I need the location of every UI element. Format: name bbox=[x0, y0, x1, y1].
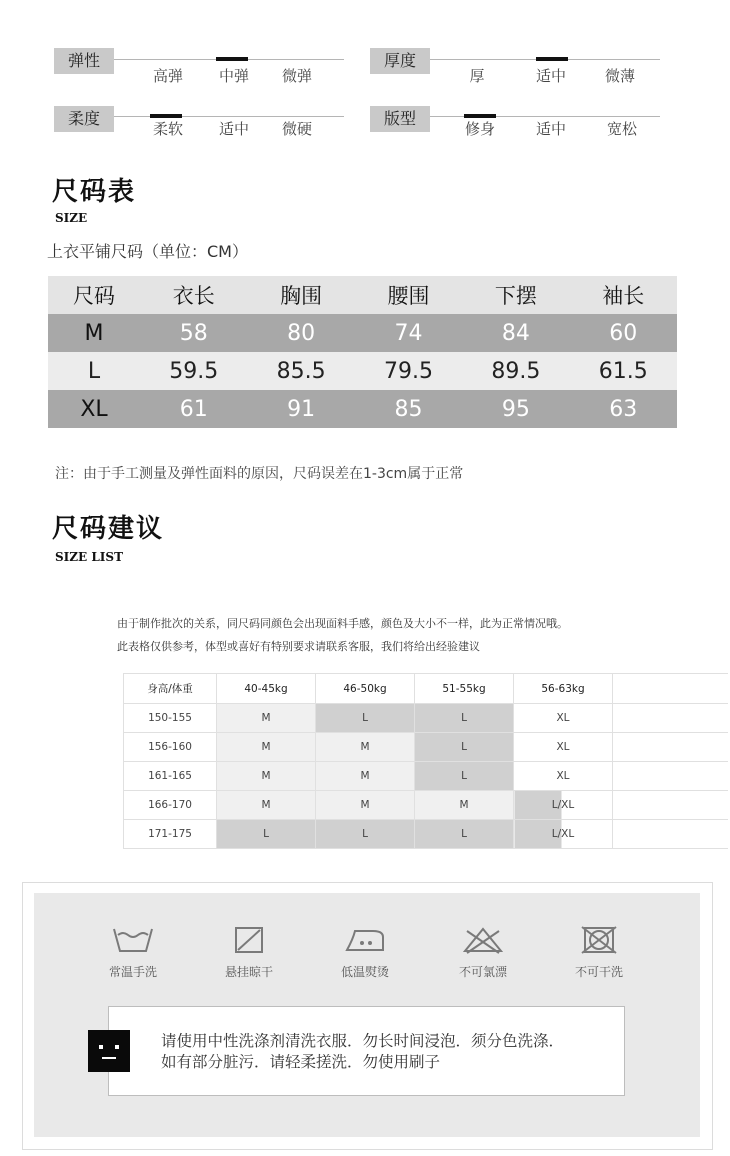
attr-option: 宽松 bbox=[606, 120, 637, 138]
care-label: 不可氯漂 bbox=[458, 965, 507, 979]
table-cell: M bbox=[316, 733, 415, 762]
table-cell: L bbox=[415, 733, 514, 762]
care-item-hand-wash bbox=[93, 925, 173, 980]
table-cell-empty bbox=[613, 704, 729, 733]
no-bleach-icon bbox=[461, 925, 505, 955]
care-label: 常温手洗 bbox=[108, 965, 157, 979]
attr-option: 适中 bbox=[218, 120, 249, 138]
table-cell: L bbox=[415, 762, 514, 791]
attr-option: 高弹 bbox=[152, 67, 183, 85]
table-cell: L/XL bbox=[514, 791, 613, 820]
table-cell: XL bbox=[48, 390, 140, 428]
table-cell: M bbox=[217, 791, 316, 820]
care-item-no-tumble bbox=[559, 925, 639, 980]
care-item-no-bleach bbox=[443, 925, 523, 980]
attr-label-elasticity: 弹性 bbox=[54, 48, 114, 74]
face-icon bbox=[88, 1030, 130, 1072]
table-header-cell: 51-55kg bbox=[415, 674, 514, 704]
table-cell: 61 bbox=[140, 390, 247, 428]
table-cell: L/XL bbox=[514, 820, 613, 849]
table-header-cell: 身高/体重 bbox=[124, 674, 217, 704]
table-cell-empty bbox=[613, 762, 729, 791]
table-row bbox=[124, 820, 729, 849]
table-cell: 61.5 bbox=[570, 352, 677, 390]
table-row bbox=[124, 704, 729, 733]
care-instruction-line: 如有部分脏污．请轻柔搓洗．勿使用刷子 bbox=[161, 1053, 441, 1071]
size-advice-title: 尺码建议 bbox=[52, 514, 165, 544]
size-chart-table bbox=[48, 276, 677, 428]
attr-label-softness: 柔度 bbox=[54, 106, 114, 132]
table-cell: L bbox=[48, 352, 140, 390]
table-cell: XL bbox=[514, 704, 613, 733]
table-row bbox=[124, 762, 729, 791]
attr-option: 微薄 bbox=[604, 67, 635, 85]
no-tumble-icon bbox=[577, 925, 621, 955]
size-chart-caption: 上衣平铺尺码（单位：CM） bbox=[47, 242, 248, 261]
table-cell: M bbox=[316, 762, 415, 791]
table-cell: 84 bbox=[462, 314, 569, 352]
table-cell: 156-160 bbox=[124, 733, 217, 762]
table-cell: M bbox=[415, 791, 514, 820]
table-cell: 166-170 bbox=[124, 791, 217, 820]
attr-option: 修身 bbox=[464, 120, 495, 138]
attr-option: 厚 bbox=[469, 67, 485, 85]
table-cell: M bbox=[217, 704, 316, 733]
table-row bbox=[124, 733, 729, 762]
attr-option: 适中 bbox=[535, 67, 566, 85]
attr-scale-line bbox=[114, 116, 344, 117]
table-cell-empty bbox=[613, 674, 729, 704]
table-cell: L bbox=[415, 704, 514, 733]
table-cell: L bbox=[316, 820, 415, 849]
attr-label-fit: 版型 bbox=[370, 106, 430, 132]
hand-wash-icon bbox=[111, 925, 155, 955]
size-chart-title: 尺码表 bbox=[52, 177, 137, 207]
table-cell: 80 bbox=[247, 314, 354, 352]
care-label: 低温熨烫 bbox=[340, 965, 389, 979]
table-header-cell: 袖长 bbox=[570, 276, 677, 314]
table-cell: 60 bbox=[570, 314, 677, 352]
size-advice-intro-line: 由于制作批次的关系，同尺码同颜色会出现面料手感，颜色及大小不一样，此为正常情况哦。 bbox=[117, 617, 568, 630]
table-cell: 59.5 bbox=[140, 352, 247, 390]
table-cell: L bbox=[316, 704, 415, 733]
attr-option: 微硬 bbox=[281, 120, 312, 138]
table-cell: 85 bbox=[355, 390, 462, 428]
table-cell-empty bbox=[613, 733, 729, 762]
table-cell: XL bbox=[514, 733, 613, 762]
table-row bbox=[48, 390, 677, 428]
care-item-low-iron bbox=[325, 925, 405, 980]
table-cell: M bbox=[48, 314, 140, 352]
attr-option: 微弹 bbox=[281, 67, 312, 85]
table-header-cell: 46-50kg bbox=[316, 674, 415, 704]
care-label: 不可干洗 bbox=[574, 965, 623, 979]
table-cell: M bbox=[217, 733, 316, 762]
attr-option: 柔软 bbox=[152, 120, 183, 138]
table-header-cell: 腰围 bbox=[355, 276, 462, 314]
size-advice-subtitle: SIZE LIST bbox=[55, 550, 124, 564]
table-cell: M bbox=[217, 762, 316, 791]
table-header-cell: 衣长 bbox=[140, 276, 247, 314]
table-cell: M bbox=[316, 791, 415, 820]
hang-dry-icon bbox=[227, 925, 271, 955]
table-cell: 79.5 bbox=[355, 352, 462, 390]
table-header-cell: 尺码 bbox=[48, 276, 140, 314]
table-cell: 95 bbox=[462, 390, 569, 428]
size-advice-intro-line: 此表格仅供参考，体型或喜好有特别要求请联系客服，我们将给出经验建议 bbox=[117, 640, 480, 653]
size-advice-table bbox=[123, 673, 728, 849]
table-header-cell: 56-63kg bbox=[514, 674, 613, 704]
low-iron-icon bbox=[343, 925, 387, 955]
table-cell-empty bbox=[613, 820, 729, 849]
attr-selected-marker bbox=[536, 57, 568, 61]
table-cell: L bbox=[217, 820, 316, 849]
table-row bbox=[124, 791, 729, 820]
table-header-row bbox=[48, 276, 677, 314]
table-header-cell: 胸围 bbox=[247, 276, 354, 314]
size-chart-note: 注：由于手工测量及弹性面料的原因，尺码误差在1-3cm属于正常 bbox=[55, 466, 464, 482]
table-row bbox=[48, 352, 677, 390]
table-cell: 171-175 bbox=[124, 820, 217, 849]
table-cell: 74 bbox=[355, 314, 462, 352]
attr-option: 适中 bbox=[535, 120, 566, 138]
table-cell: 161-165 bbox=[124, 762, 217, 791]
table-header-cell: 40-45kg bbox=[217, 674, 316, 704]
attr-selected-marker bbox=[216, 57, 248, 61]
table-header-row bbox=[124, 674, 729, 704]
size-chart-subtitle: SIZE bbox=[55, 211, 88, 225]
care-instruction-line: 请使用中性洗涤剂清洗衣服．勿长时间浸泡．须分色洗涤． bbox=[161, 1032, 565, 1050]
table-cell-empty bbox=[613, 791, 729, 820]
table-row bbox=[48, 314, 677, 352]
table-cell: 91 bbox=[247, 390, 354, 428]
table-header-cell: 下摆 bbox=[462, 276, 569, 314]
table-cell: 89.5 bbox=[462, 352, 569, 390]
table-cell: XL bbox=[514, 762, 613, 791]
table-cell: L bbox=[415, 820, 514, 849]
table-cell: 85.5 bbox=[247, 352, 354, 390]
care-label: 悬挂晾干 bbox=[224, 965, 273, 979]
table-cell: 63 bbox=[570, 390, 677, 428]
care-item-hang-dry bbox=[209, 925, 289, 980]
attr-label-thickness: 厚度 bbox=[370, 48, 430, 74]
table-cell: 58 bbox=[140, 314, 247, 352]
table-cell: 150-155 bbox=[124, 704, 217, 733]
attr-option: 中弹 bbox=[218, 67, 249, 85]
